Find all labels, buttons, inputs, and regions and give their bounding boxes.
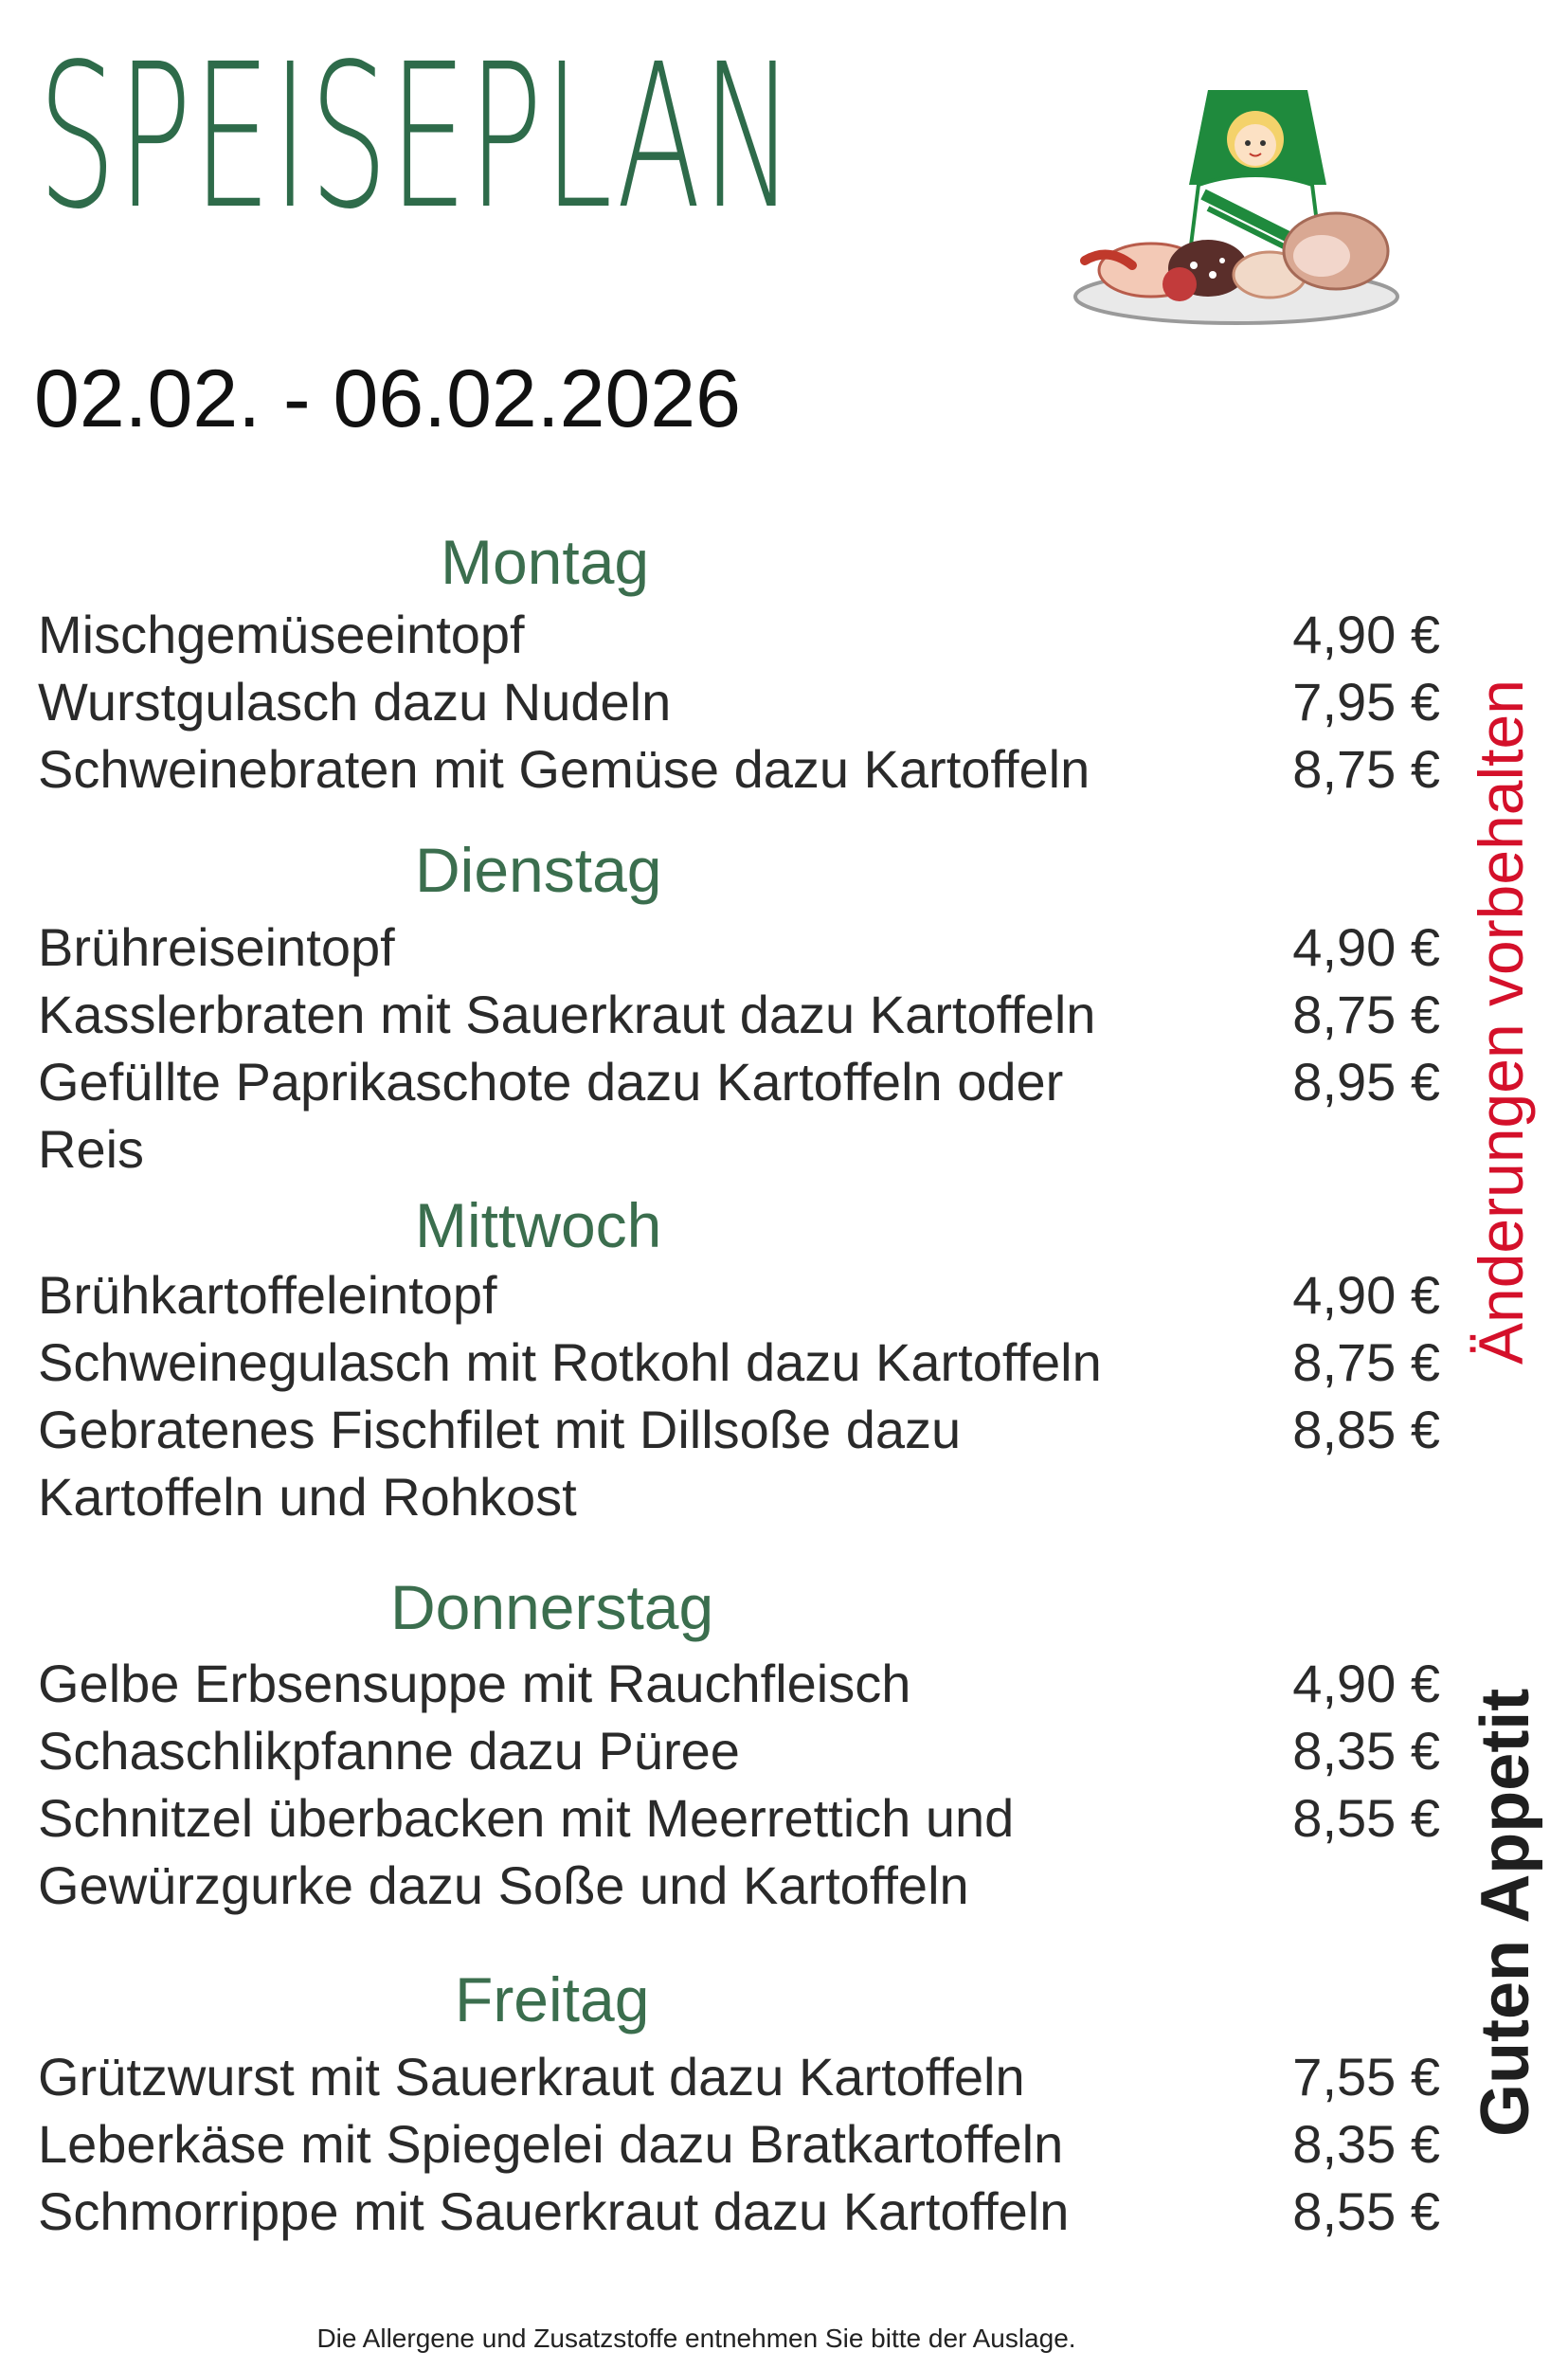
- dish-price: 8,35 €: [1292, 2114, 1440, 2174]
- dish-price: 7,95 €: [1292, 672, 1440, 732]
- chef-mascot-with-platter-icon: [1066, 81, 1407, 332]
- dish-price: 8,75 €: [1292, 985, 1440, 1044]
- dish-item-continued: Reis: [38, 1119, 145, 1179]
- dish-item: Schmorrippe mit Sauerkraut dazu Kartoffeln: [38, 2181, 1070, 2241]
- dish-item: Gelbe Erbsensuppe mit Rauchfleisch: [38, 1654, 911, 1713]
- dish-item: Mischgemüseeintopf: [38, 605, 525, 664]
- day-heading-montag: Montag: [441, 527, 650, 597]
- dish-price: 4,90 €: [1292, 605, 1440, 664]
- dish-item: Grützwurst mit Sauerkraut dazu Kartoffeln: [38, 2047, 1025, 2107]
- dish-price: 8,35 €: [1292, 1721, 1440, 1781]
- dish-item: Wurstgulasch dazu Nudeln: [38, 672, 672, 732]
- dish-item: Leberkäse mit Spiegelei dazu Bratkartoffeln: [38, 2114, 1064, 2174]
- dish-price: 8,95 €: [1292, 1052, 1440, 1112]
- dish-item: Brühkartoffeleintopf: [38, 1265, 497, 1325]
- day-heading-dienstag: Dienstag: [415, 835, 662, 905]
- page-title: SPEISEPLAN: [38, 21, 796, 253]
- dish-item: Brühreiseintopf: [38, 917, 395, 977]
- dish-item: Schweinebraten mit Gemüse dazu Kartoffeln: [38, 739, 1090, 799]
- dish-price: 8,75 €: [1292, 1332, 1440, 1392]
- dish-item: Schweinegulasch mit Rotkohl dazu Kartoffeln: [38, 1332, 1102, 1392]
- dish-item-continued: Gewürzgurke dazu Soße und Kartoffeln: [38, 1855, 969, 1915]
- changes-reserved-note: Änderungen vorbehalten: [1466, 679, 1536, 1365]
- day-heading-mittwoch: Mittwoch: [415, 1190, 662, 1260]
- bon-appetit-greeting: Guten Appetit: [1468, 1688, 1543, 2137]
- day-heading-freitag: Freitag: [455, 1964, 650, 2034]
- dish-price: 8,55 €: [1292, 2181, 1440, 2241]
- dish-price: 8,55 €: [1292, 1788, 1440, 1848]
- date-range: 02.02. - 06.02.2026: [34, 353, 741, 444]
- dish-item: Schaschlikpfanne dazu Püree: [38, 1721, 740, 1781]
- dish-price: 8,75 €: [1292, 739, 1440, 799]
- dish-price: 8,85 €: [1292, 1400, 1440, 1459]
- dish-item: Kasslerbraten mit Sauerkraut dazu Kartoffeln: [38, 985, 1096, 1044]
- dish-price: 7,55 €: [1292, 2047, 1440, 2107]
- dish-item: Schnitzel überbacken mit Meerrettich und: [38, 1788, 1015, 1848]
- dish-item-continued: Kartoffeln und Rohkost: [38, 1467, 577, 1527]
- dish-price: 4,90 €: [1292, 917, 1440, 977]
- dish-item: Gefüllte Paprikaschote dazu Kartoffeln oder: [38, 1052, 1064, 1112]
- day-heading-donnerstag: Donnerstag: [390, 1572, 714, 1642]
- allergen-footnote: Die Allergene und Zusatzstoffe entnehmen Sie bitte der Auslage.: [316, 2324, 1076, 2353]
- dish-price: 4,90 €: [1292, 1265, 1440, 1325]
- dish-item: Gebratenes Fischfilet mit Dillsoße dazu: [38, 1400, 962, 1459]
- dish-price: 4,90 €: [1292, 1654, 1440, 1713]
